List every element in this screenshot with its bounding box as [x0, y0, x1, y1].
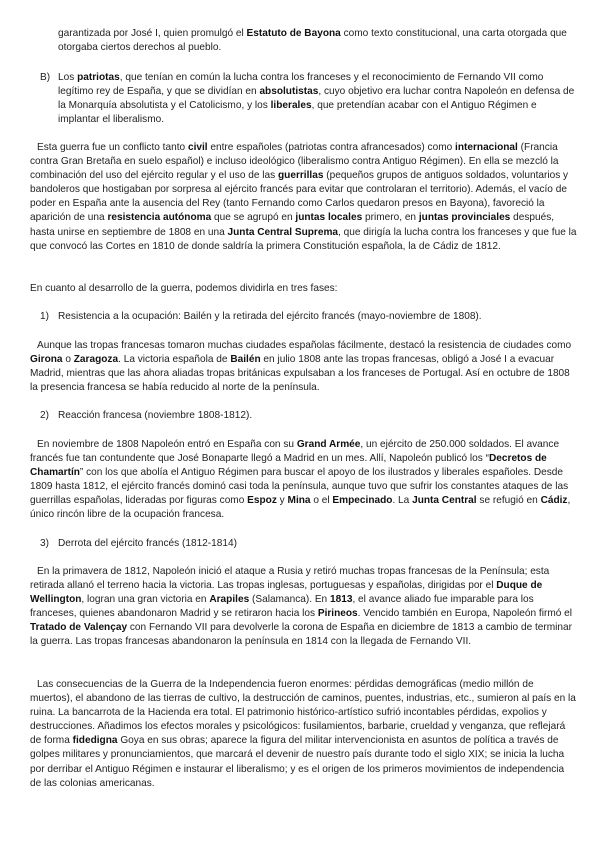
phase-marker: 3) — [40, 538, 49, 549]
term-internacional: internacional — [455, 142, 518, 153]
term-liberales: liberales — [270, 100, 312, 112]
term-tratado-valencay: Tratado de Valençay — [30, 622, 128, 634]
paragraph-reaccion: En noviembre de 1808 Napoleón entró en España con su Grand Armée, un ejército de 250.000 soldados. El avance francés fue tan contundente que José Bonaparte llegó a Madrid en un mes. Allí, Napoleón publicó los “Decretos de Chamartín” con los que abolía el Antiguo Régimen para buscar el apoyo de los ilustrados y liberales españoles. Desde 1809 hasta 1812, el ejército francés dominó casi toda la península, aunque tuvo que sufrir los constantes ataques de las guerrillas españolas, lideradas por figuras como Espoz y Mina o el Empecinado. La Junta Central se refugió en Cádiz, único rincón libre de la ocupación francesa. — [30, 439, 571, 521]
list-item-text: Los patriotas, que tenían en común la lucha contra los franceses y el reconocimiento de Fernando VII como legítimo rey de España, y que se dividían en absolutistas, cuyo objetivo era luchar contra Napoleón en defensa de la Monarquía absolutista y el Catolicismo, y los liberales, que pretendían acabar con el Antiguo Régimen e implantar el liberalismo. — [58, 72, 575, 126]
phase-marker: 2) — [40, 410, 49, 421]
phase-marker: 1) — [40, 311, 49, 322]
term-pirineos: Pirineos — [317, 608, 358, 620]
paragraph-conflicto: Esta guerra fue un conflicto tanto civil entre españoles (patriotas contra afrancesados) como internacional (Francia contra Gran Bretaña en suelo español) e incluso ideológico (liberalismo contra Antiguo Régimen). En ella se mezcló la combinación del uso del ejército regular y el uso de las guerrillas (pequeños grupos de antiguos soldados, voluntarios y bandoleros que hostigaban por sorpresa al ejército francés para evitar que controlaran el territorio). Además, el vacío de poder en España ante la ausencia del Rey (tanto Fernando como Carlos quedaron presos en Bayona), favoreció la aparición de una resistencia autónoma que se agrupó en juntas locales primero, en juntas provinciales después, hasta unirse en septiembre de 1808 en una Junta Central Suprema, que dirigía la lucha contra los franceses y que fue la que convocó las Cortes en 1810 de donde saldría la primera Constitución española, la de Cádiz de 1812. — [30, 142, 577, 252]
term-estatuto-bayona: Estatuto de Bayona — [246, 28, 341, 39]
term-decretos-chamartin: Decretos de Chamartín — [30, 453, 547, 479]
term-mina: Mina — [287, 495, 311, 507]
term-empecinado: Empecinado — [332, 495, 393, 507]
term-absolutistas: absolutistas — [259, 86, 319, 98]
term-fidedigna: fidedigna — [72, 735, 118, 747]
term-guerrillas: guerrillas — [278, 170, 324, 182]
term-arapiles: Arapiles — [209, 594, 250, 606]
term-juntas-provinciales: juntas provinciales — [418, 212, 511, 224]
paragraph-consecuencias: Las consecuencias de la Guerra de la Independencia fueron enormes: pérdidas demográficas (medio millón de muertos), el abandono de las tierras de cultivo, la destrucción de caminos, puentes, industrias, etc., sumieron al país en la ruina. La bancarrota de la Hacienda era total. El patrimonio histórico-artístico sufrió incontables pérdidas, expolios y destrucciones. Añadimos los efectos morales y psicológicos: fusilamientos, barbarie, crueldad y venganza, que reflejará de forma fidedigna Goya en sus obras; aparece la figura del militar intervencionista en asuntos de política a través de golpes militares y pronunciamientos, que marcará el devenir de nuestro país durante todo el siglo XIX; se inicia la lucha por derribar el Antiguo Régimen e instaurar el liberalismo; y es el origen de los primeros movimientos de independencia de las colonias americanas. — [30, 679, 576, 789]
paragraph-resistencia: Aunque las tropas francesas tomaron muchas ciudades españolas fácilmente, destacó la resistencia de ciudades como Girona o Zaragoza. La victoria española de Bailén en julio 1808 ante las tropas francesas, obligó a José I a evacuar Madrid, mientras que las ahora aliadas tropas británicas expulsaban a los franceses de Portugal. Así en octubre de 1808 la presencia francesa se había reducido al norte de la península. — [30, 340, 572, 394]
term-bailen: Bailén — [230, 354, 261, 366]
term-grand-armee: Grand Armée — [296, 439, 361, 450]
paragraph-bayona: garantizada por José I, quien promulgó el Estatuto de Bayona como texto constitucional, una carta otorgada que otorgaba ciertos derechos al pueblo. — [58, 28, 567, 54]
term-girona: Girona — [30, 354, 63, 366]
term-duque-wellington: Duque de Wellington — [30, 580, 543, 606]
term-civil: civil — [187, 142, 208, 153]
term-zaragoza: Zaragoza — [73, 354, 119, 366]
phase-title: Resistencia a la ocupación: Bailén y la retirada del ejército francés (mayo-noviembre de 1808). — [58, 311, 482, 322]
term-junta-central: Junta Central — [412, 495, 477, 507]
term-1813: 1813 — [329, 594, 353, 606]
term-espoz: Espoz — [247, 495, 277, 507]
term-patriotas: patriotas — [77, 72, 120, 83]
term-resistencia-autonoma: resistencia autónoma — [107, 212, 212, 224]
phase-title: Derrota del ejército francés (1812-1814) — [58, 538, 237, 549]
term-junta-central-suprema: Junta Central Suprema — [227, 226, 339, 238]
list-marker: B) — [40, 72, 51, 83]
term-cadiz: Cádiz — [540, 495, 568, 507]
paragraph-derrota: En la primavera de 1812, Napoleón inició el ataque a Rusia y retiró muchas tropas francesas de la Península; esta retirada allanó el terreno hacia la victoria. Las tropas inglesas, portuguesas y españolas, dirigidas por el Duque de Wellington, logran una gran victoria en Arapiles (Salamanca). En 1813, el avance aliado fue imparable para los franceses, quienes abandonaron Madrid y se retiraron hacia los Pirineos. Vencido también en Europa, Napoleón firmó el Tratado de Valençay con Fernando VII para devolverle la corona de España en diciembre de 1813 a cambio de terminar la guerra. Las tropas francesas abandonaron la península en 1814 con la llegada de Fernando VII. — [30, 566, 573, 648]
term-juntas-locales: juntas locales — [295, 212, 363, 224]
phase-title: Reacción francesa (noviembre 1808-1812). — [58, 410, 253, 421]
paragraph-fases-intro: En cuanto al desarrollo de la guerra, podemos dividirla en tres fases: — [30, 283, 338, 294]
